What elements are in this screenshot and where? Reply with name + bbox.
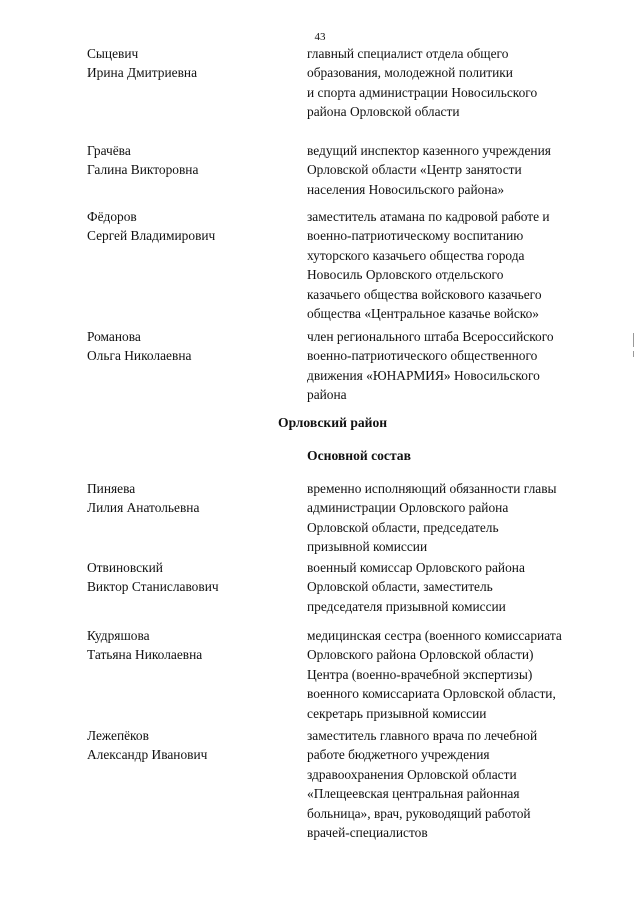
member-name xyxy=(87,327,292,366)
position-line: района xyxy=(307,387,347,403)
member-surname: Романова xyxy=(87,329,141,344)
member-position xyxy=(307,626,617,723)
member-position xyxy=(307,44,617,122)
position-line: общества «Центральное казачье войско» xyxy=(307,306,540,322)
member-given-names: Галина Викторовна xyxy=(87,162,199,178)
member-given-names: Лилия Анатольевна xyxy=(87,500,200,516)
position-line: военно-патриотического общественного xyxy=(307,348,538,364)
position-line: работе бюджетного учреждения xyxy=(307,747,490,763)
position-line: района Орловской области xyxy=(307,104,460,120)
position-line: населения Новосильского района» xyxy=(307,181,505,197)
member-name xyxy=(87,141,292,180)
position-line: член регионального штаба Всероссийского xyxy=(307,329,554,344)
member-surname: Фёдоров xyxy=(87,209,137,224)
position-line: временно исполняющий обязанности главы xyxy=(307,481,557,496)
position-line: Орловской области «Центр занятости xyxy=(307,162,522,178)
position-line: военного комиссариата Орловской области, xyxy=(307,686,556,702)
position-line: здравоохранения Орловской области xyxy=(307,766,517,782)
member-surname: Кудряшова xyxy=(87,628,150,643)
position-line: призывной комиссии xyxy=(307,539,428,555)
member-surname: Пиняева xyxy=(87,481,136,496)
position-line: военный комиссар Орловского района xyxy=(307,560,525,575)
member-given-names: Сергей Владимирович xyxy=(87,228,216,244)
position-line: Орловской области, заместитель xyxy=(307,579,493,595)
member-position xyxy=(307,726,617,842)
position-line: Новосиль Орловского отдельского xyxy=(307,267,504,283)
member-surname: Лежепёков xyxy=(87,728,149,743)
position-line: хуторского казачьего общества города xyxy=(307,247,525,263)
position-line: Орловского района Орловской области) xyxy=(307,647,534,663)
member-surname: Отвиновский xyxy=(87,560,163,575)
subsection-heading: Основной состав xyxy=(307,448,411,463)
member-name xyxy=(87,726,292,765)
position-line: казачьего общества войскового казачьего xyxy=(307,286,542,302)
member-position xyxy=(307,141,617,199)
member-name xyxy=(87,207,292,246)
district-heading: Орловский район xyxy=(278,415,388,430)
member-position xyxy=(307,327,617,405)
scan-margin-mark xyxy=(633,333,634,347)
position-line: председателя призывной комиссии xyxy=(307,598,506,614)
position-line: главный специалист отдела общего xyxy=(307,46,509,61)
page-number: 43 xyxy=(314,31,326,43)
member-name xyxy=(87,558,292,597)
member-given-names: Виктор Станиславович xyxy=(87,579,219,595)
position-line: Орловской области, председатель xyxy=(307,519,499,535)
position-line: больница», врач, руководящий работой xyxy=(307,805,531,821)
position-line: образования, молодежной политики xyxy=(307,65,513,81)
position-line: «Плещеевская центральная районная xyxy=(307,786,520,802)
member-given-names: Ирина Дмитриевна xyxy=(87,65,198,81)
position-line: и спорта администрации Новосильского xyxy=(307,84,538,100)
member-surname: Сыцевич xyxy=(87,46,139,61)
member-position xyxy=(307,479,617,557)
member-position xyxy=(307,207,617,323)
member-name xyxy=(87,626,292,665)
position-line: движения «ЮНАРМИЯ» Новосильского xyxy=(307,367,540,383)
position-line: врачей-специалистов xyxy=(307,825,428,841)
scan-margin-mark xyxy=(633,351,634,357)
position-line: заместитель атамана по кадровой работе и xyxy=(307,209,550,224)
position-line: медицинская сестра (военного комиссариата xyxy=(307,628,562,643)
position-line: Центра (военно-врачебной экспертизы) xyxy=(307,666,533,682)
member-surname: Грачёва xyxy=(87,143,131,158)
position-line: администрации Орловского района xyxy=(307,500,509,516)
position-line: секретарь призывной комиссии xyxy=(307,705,487,721)
member-position xyxy=(307,558,617,616)
member-name xyxy=(87,44,292,83)
position-line: ведущий инспектор казенного учреждения xyxy=(307,143,551,158)
member-given-names: Татьяна Николаевна xyxy=(87,647,203,663)
member-given-names: Александр Иванович xyxy=(87,747,208,763)
position-line: военно-патриотическому воспитанию xyxy=(307,228,524,244)
position-line: заместитель главного врача по лечебной xyxy=(307,728,538,743)
member-given-names: Ольга Николаевна xyxy=(87,348,192,364)
member-name xyxy=(87,479,292,518)
